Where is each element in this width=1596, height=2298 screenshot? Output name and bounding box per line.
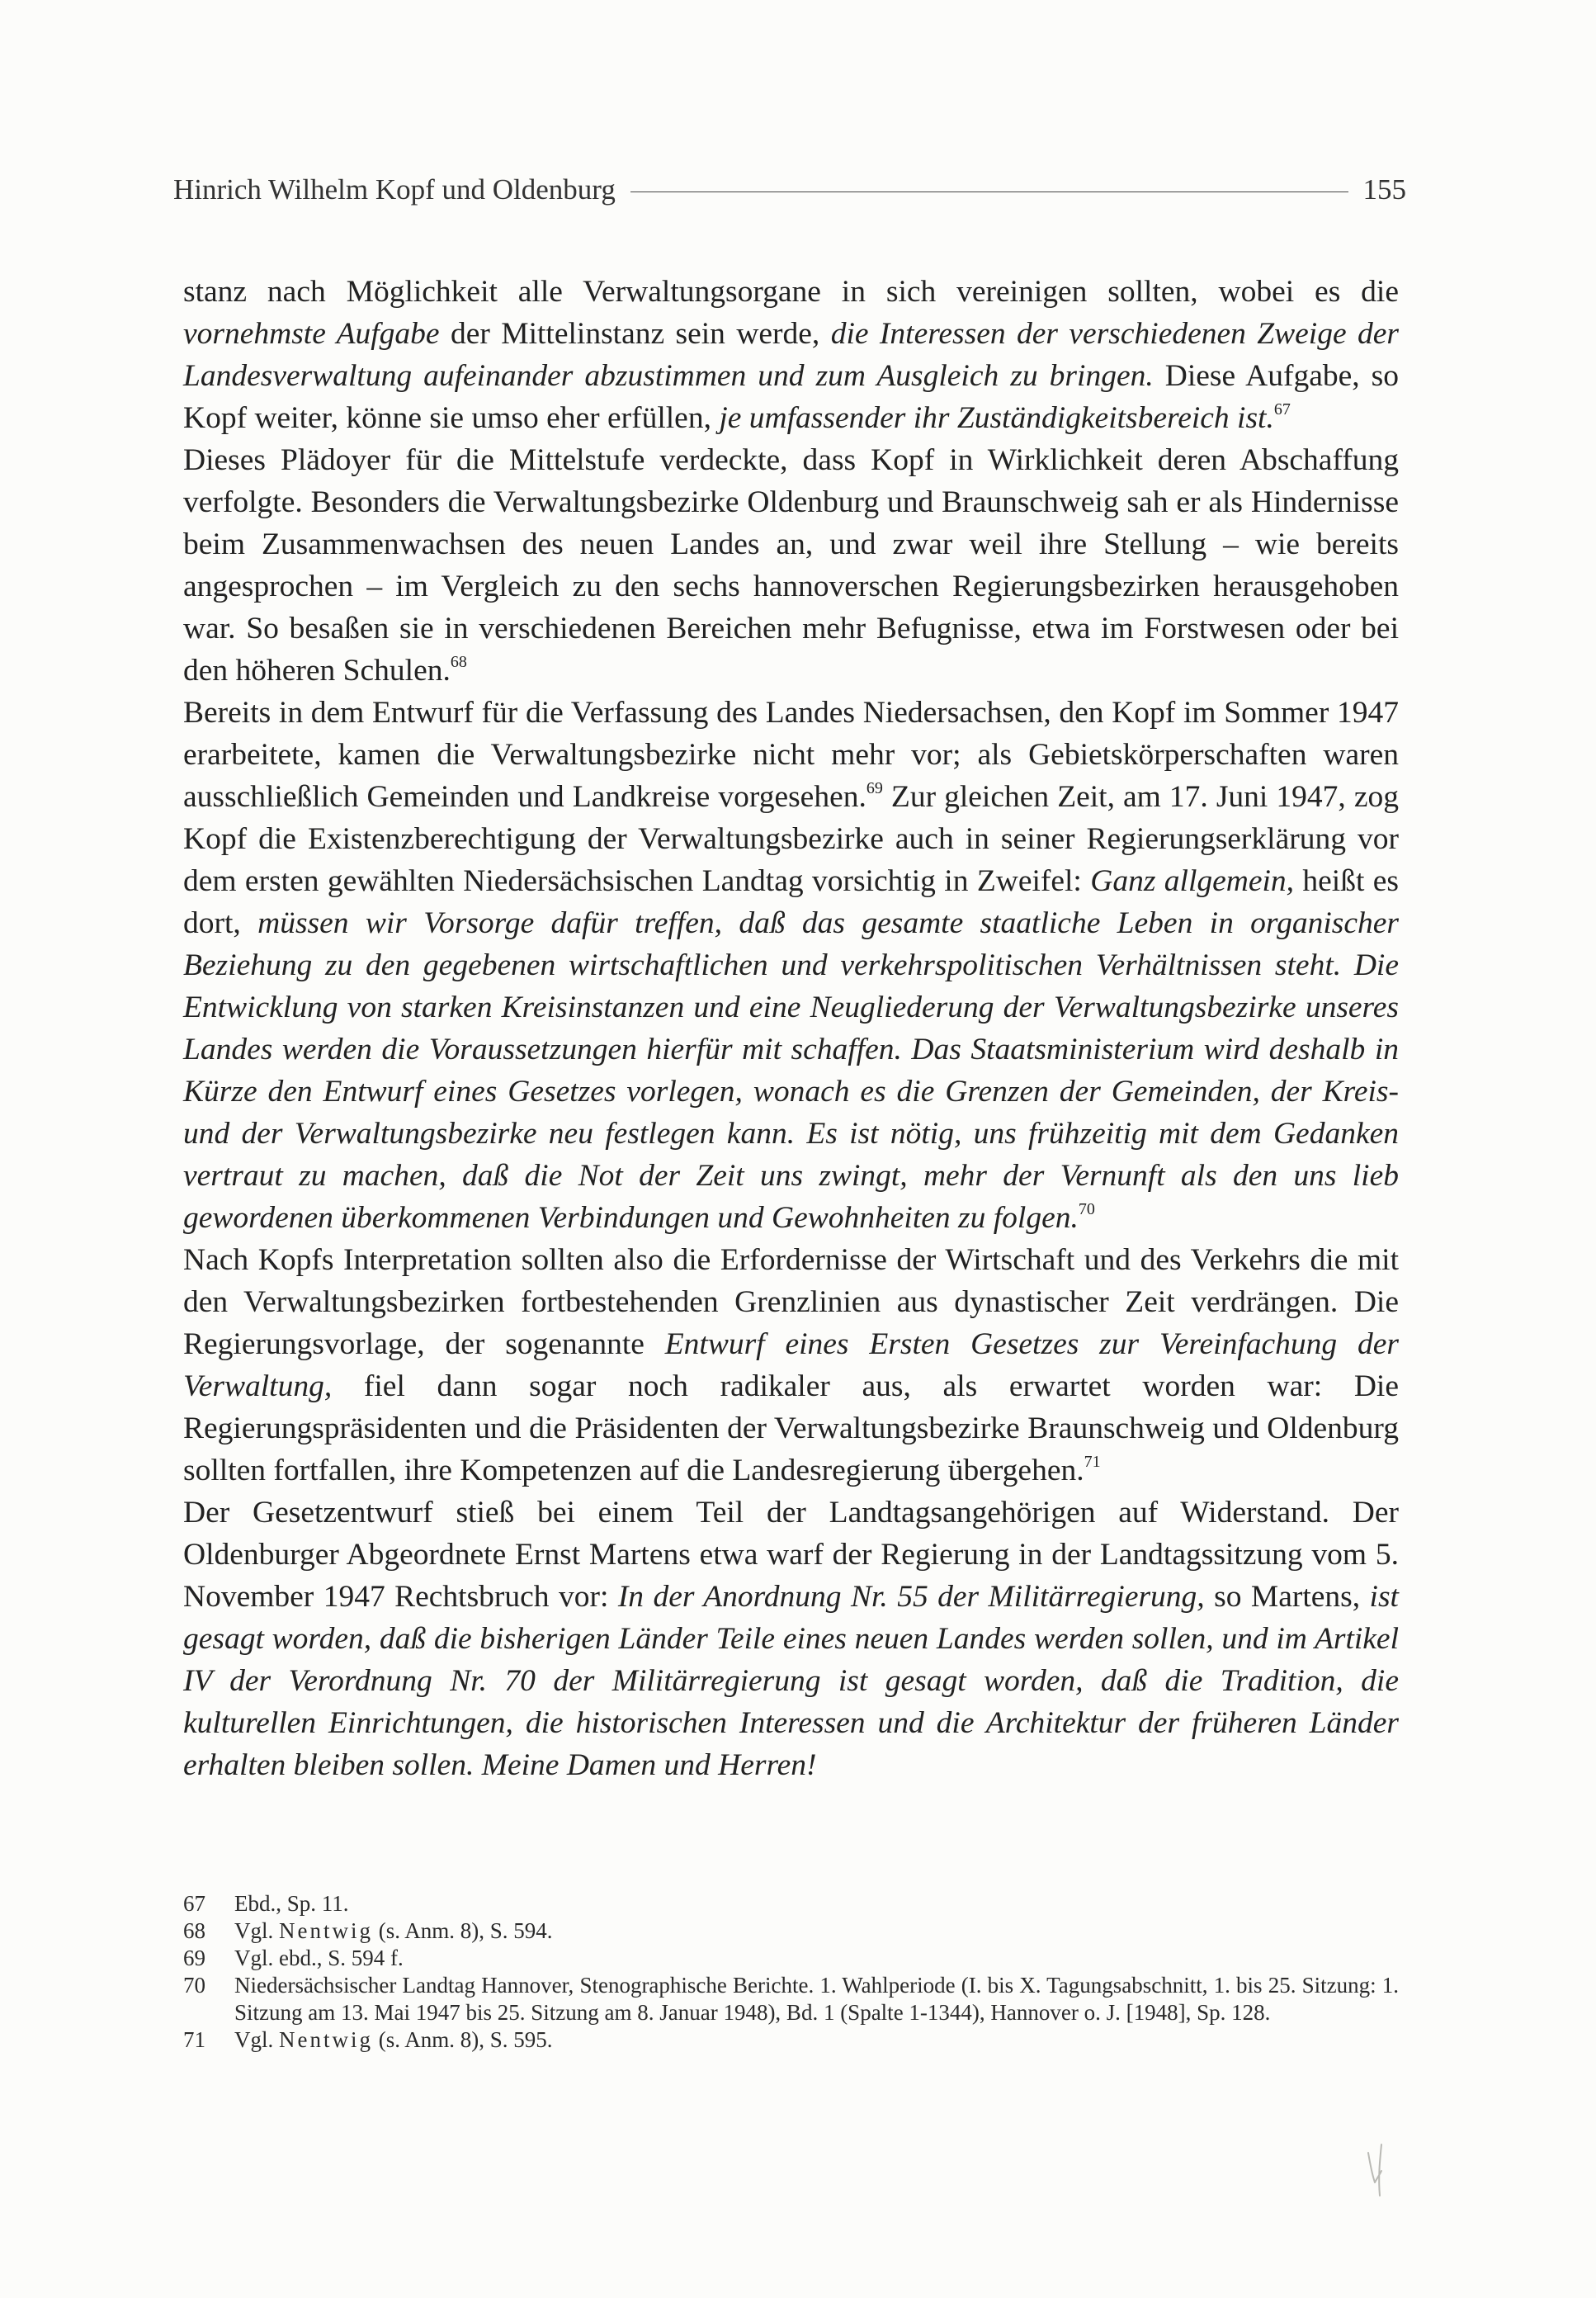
text-run: (s. Anm. 8), S. 594. <box>372 1918 553 1943</box>
footnote-text <box>234 2026 1399 2054</box>
text-run: Nach Kopfs Interpretation sollten also die Erfordernisse der Wirtschaft und des Verkehrs die mit den Verwaltungsbezirken fortbestehenden Grenzlinien aus dynastischer Zeit verdrängen. Die Regierungsvorlage, der sogenannte <box>183 1243 1399 1361</box>
footnote-number: 71 <box>183 2027 205 2052</box>
text-run: stanz nach Möglichkeit alle Verwaltungsorgane in sich vereinigen sollten, wobei es die <box>183 275 1399 309</box>
footnote-reference: 67 <box>1273 400 1291 418</box>
body-paragraph <box>183 1492 1399 1786</box>
italic-quote: Entwurf eines Ersten Gesetzes zur Vereinfachung der Verwaltung, <box>183 1327 1400 1403</box>
running-header-title: Hinrich Wilhelm Kopf und Oldenburg <box>173 173 616 206</box>
italic-quote: vornehmste Aufgabe <box>183 317 440 351</box>
author-name: Nentwig <box>279 1918 373 1943</box>
pencil-mark-icon <box>1353 2138 1403 2204</box>
footnote <box>183 2026 1399 2054</box>
text-run: Vgl. <box>234 2027 279 2052</box>
footnote-number: 69 <box>183 1946 205 1970</box>
footnotes <box>183 1890 1399 2054</box>
footnote-reference: 68 <box>450 652 467 671</box>
italic-quote: müssen wir Vorsorge dafür treffen, daß das gesamte staatliche Leben in organischer Beziehung zu den gegebenen wirtschaftlichen und verkehrspolitischen Verhältnissen steht. Die Entwicklung von starken Kreisinstanzen und eine Neugliederung der Verwaltungsbezirke unseres Landes werden die Voraussetzungen hierfür mit schaffen. Das Staatsministerium wird deshalb in Kürze den Entwurf eines Gesetzes vorlegen, wonach es die Grenzen der Gemeinden, der Kreis- und der Verwaltungsbezirke neu festlegen kann. Es ist nötig, uns frühzeitig mit dem Gedanken vertraut zu machen, daß die Not der Zeit uns zwingt, mehr der Vernunft als den uns lieb gewordenen überkommenen Verbindungen und Gewohnheiten zu folgen. <box>183 906 1399 1235</box>
footnote <box>183 1917 1399 1945</box>
footnote-reference: 69 <box>866 778 883 797</box>
body-text <box>183 271 1399 1786</box>
footnote <box>183 1945 1399 1972</box>
body-paragraph <box>183 439 1399 692</box>
footnote <box>183 1972 1399 2026</box>
footnote-number: 67 <box>183 1891 205 1916</box>
body-paragraph <box>183 271 1399 439</box>
body-paragraph <box>183 692 1399 1239</box>
text-run: heißt es dort, <box>183 864 1399 940</box>
footnote-text <box>234 1917 1399 1945</box>
text-run: Ebd., Sp. 11. <box>234 1891 349 1916</box>
text-run: Zur gleichen Zeit, am 17. Juni 1947, zog Kopf die Existenzberechtigung der Verwaltungsbezirke auch in seiner Regierungserklärung vor dem ersten gewählten Niedersächsischen Landtag vorsichtig in Zweifel: <box>183 780 1399 898</box>
text-run: so Martens, <box>1204 1580 1370 1614</box>
footnote-reference: 71 <box>1084 1452 1101 1471</box>
footnote-text <box>234 1972 1399 2026</box>
text-run: Diese Aufgabe, so Kopf weiter, könne sie umso eher erfüllen, <box>183 359 1400 435</box>
page-number: 155 <box>1362 173 1406 206</box>
author-name: Nentwig <box>279 2027 373 2052</box>
italic-quote: ist gesagt worden, daß die bisherigen Länder Teile eines neuen Landes werden sollen, und im Artikel IV der Verordnung Nr. 70 der Militärregierung ist gesagt worden, daß die Tradition, die kulturellen Einrichtungen, die historischen Interessen und die Architektur der früheren Länder erhalten bleiben sollen. Meine Damen und Herren! <box>183 1580 1399 1782</box>
text-run: Niedersächsischer Landtag Hannover, Stenographische Berichte. 1. Wahlperiode (I. bis X. Tagungsabschnitt, 1. bis 25. Sitzung: 1. Sitzung am 13. Mai 1947 bis 25. Sitzung am 8. Januar 1948), Bd. 1 (Spalte 1-1344), Hannover o. J. [1948], Sp. 128. <box>234 1973 1399 2025</box>
text-run: (s. Anm. 8), S. 595. <box>372 2027 553 2052</box>
italic-quote: Ganz allgemein, <box>1090 864 1295 898</box>
text-run: Vgl. <box>234 1918 279 1943</box>
footnote-reference: 70 <box>1078 1199 1095 1218</box>
footnote-number: 68 <box>183 1918 205 1943</box>
text-run: Vgl. ebd., S. 594 f. <box>234 1946 404 1970</box>
footnote-number: 70 <box>183 1973 205 1998</box>
italic-quote: In der Anordnung Nr. 55 der Militärregierung, <box>617 1580 1205 1614</box>
footnote-text <box>234 1890 1399 1917</box>
footnote-text <box>234 1945 1399 1972</box>
italic-quote: die Interessen der verschiedenen Zweige der Landesverwaltung aufeinander abzustimmen und zum Ausgleich zu bringen. <box>183 317 1399 393</box>
text-run: fiel dann sogar noch radikaler aus, als erwartet worden war: Die Regierungspräsidenten und die Präsidenten der Verwaltungsbezirke Braunschweig und Oldenburg sollten fortfallen, ihre Kompetenzen auf die Landesregierung übergehen. <box>183 1369 1399 1487</box>
footnote <box>183 1890 1399 1917</box>
text-run: der Mittelinstanz sein werde, <box>439 317 831 351</box>
text-run: Dieses Plädoyer für die Mittelstufe verdeckte, dass Kopf in Wirklichkeit deren Abschaffung verfolgte. Besonders die Verwaltungsbezirke Oldenburg und Braunschweig sah er als Hindernisse beim Zusammenwachsen des neuen Landes an, und zwar weil ihre Stellung – wie bereits angesprochen – im Vergleich zu den sechs hannoverschen Regierungsbezirken herausgehoben war. So besaßen sie in verschiedenen Bereichen mehr Befugnisse, etwa im Forstwesen oder bei den höheren Schulen. <box>183 443 1399 688</box>
running-header <box>173 170 1406 210</box>
body-paragraph <box>183 1239 1399 1492</box>
text-run: Bereits in dem Entwurf für die Verfassung des Landes Niedersachsen, den Kopf im Sommer 1947 erarbeitete, kamen die Verwaltungsbezirke nicht mehr vor; als Gebietskörperschaften waren ausschließlich Gemeinden und Landkreise vorgesehen. <box>183 696 1399 814</box>
text-run: Der Gesetzentwurf stieß bei einem Teil der Landtagsangehörigen auf Widerstand. Der Oldenburger Abgeordnete Ernst Martens etwa warf der Regierung in der Landtagssitzung vom 5. November 1947 Rechtsbruch vor: <box>183 1496 1399 1614</box>
italic-quote: je umfassender ihr Zuständigkeitsbereich ist. <box>719 401 1274 435</box>
